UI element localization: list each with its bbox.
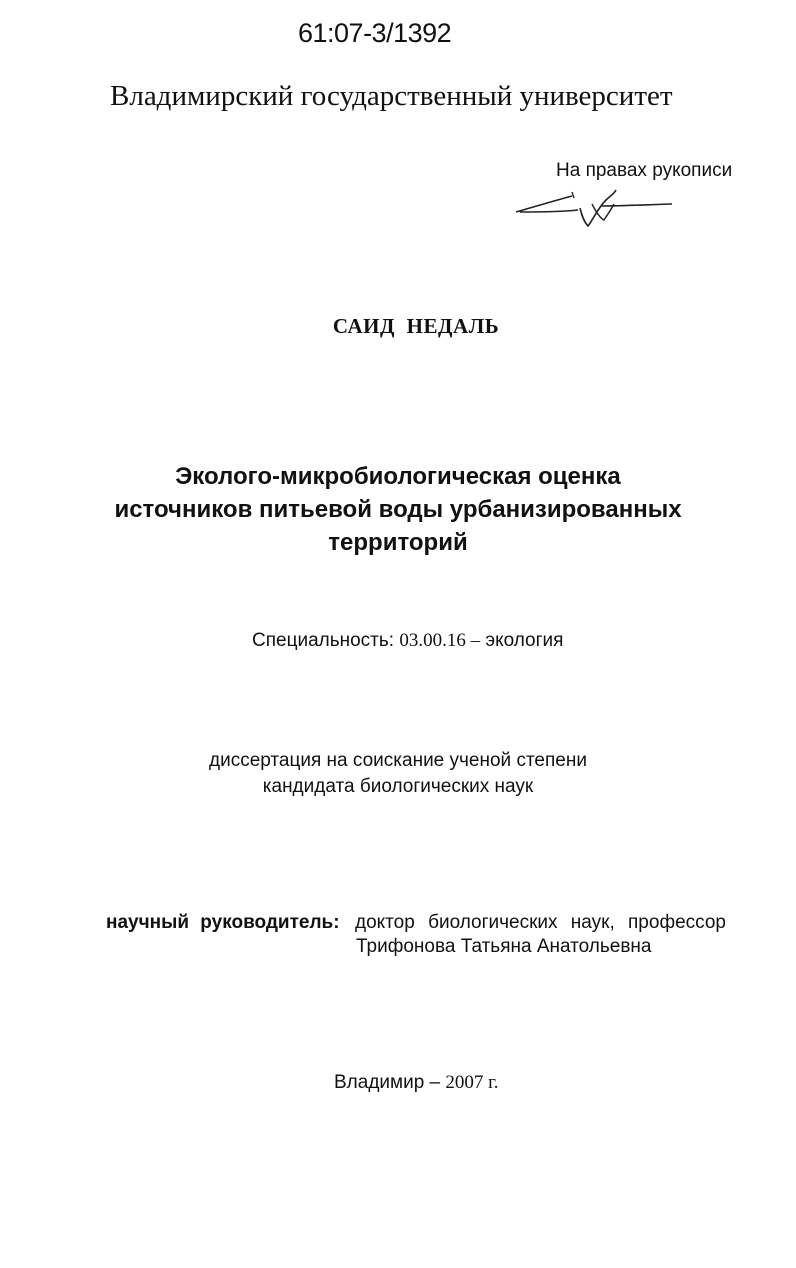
- degree-statement: [0, 748, 796, 800]
- author-name: САИД НЕДАЛЬ: [332, 314, 500, 338]
- city: Владимир –: [334, 1072, 441, 1093]
- dissertation-title: [0, 460, 796, 559]
- supervisor-label: научный руководитель:: [106, 912, 340, 933]
- title-line: Эколого-микробиологическая оценка: [175, 463, 621, 490]
- degree-line: кандидата биологических наук: [262, 776, 534, 797]
- title-line: территорий: [328, 529, 468, 556]
- degree-line: диссертация на соискание ученой степени: [209, 750, 587, 771]
- year: 2007 г.: [445, 1072, 499, 1093]
- manuscript-rights-note: На правах рукописи: [556, 160, 733, 181]
- specialty-name: экология: [485, 630, 564, 651]
- title-line: источников питьевой воды урбанизированных: [114, 496, 682, 523]
- catalog-number: 61:07-3/1392: [298, 18, 452, 48]
- city-year: [334, 1072, 499, 1094]
- specialty-label: Специальность:: [252, 630, 395, 651]
- supervisor-name: Трифонова Татьяна Анатольевна: [356, 936, 652, 957]
- handwritten-signature: [510, 182, 680, 232]
- specialty: [252, 630, 563, 652]
- university-name: Владимирский государственный университет: [110, 80, 673, 112]
- specialty-code: 03.00.16 –: [399, 630, 481, 651]
- supervisor-title: доктор биологических наук, профессор: [355, 912, 726, 933]
